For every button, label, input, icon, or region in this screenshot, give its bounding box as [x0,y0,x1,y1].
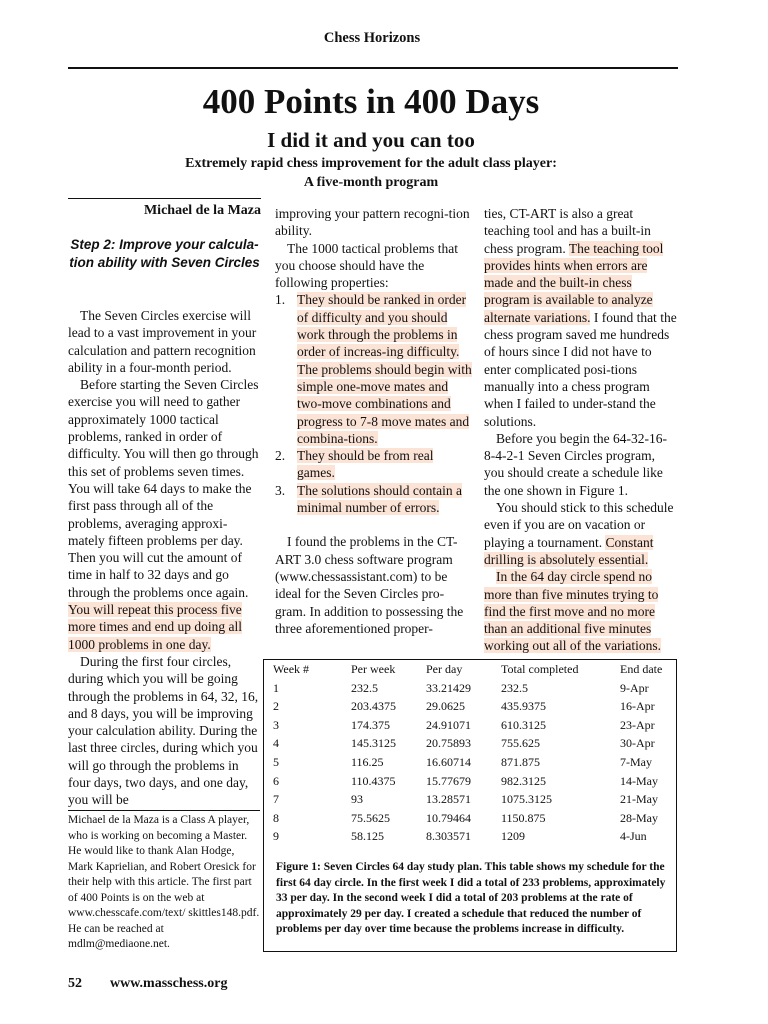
table-cell: 8 [273,810,279,825]
table-header-row [273,662,680,681]
col2-paragraph-3: I found the problems in the CT-ART 3.0 chess software program (www.chessassistant.com) to be ideal for the Seven Circles pro-gram. In addition to possessing the three aforementioned proper- [275,534,464,636]
top-rule [68,67,678,69]
list-number: 2. [275,448,286,464]
table-row [273,755,680,774]
table-cell: 3 [273,717,279,732]
table-cell: 8.303571 [426,829,471,844]
schedule-table-body [273,681,680,848]
col3-paragraph-4 [484,568,678,654]
col3-paragraph-3 [484,499,678,568]
article-deck [68,154,674,192]
figure-caption: Figure 1: Seven Circles 64 day study plan. This table shows my schedule for the first 64 day circle. In the first week I did a total of 233 problems, approximately 33 per day. In the second week I did a total of 203 problems at the rate of approximately 29 per day. I created a schedule that reduced the number of problems per day over time because the problems increase in difficulty. [276,861,666,935]
table-cell: 755.625 [501,736,540,751]
table-cell: 4-Jun [620,829,647,844]
table-cell: 116.25 [351,754,384,769]
table-cell: 20.75893 [426,736,471,751]
table-cell: 93 [351,792,363,807]
table-cell: 145.3125 [351,736,396,751]
table-cell: 10.79464 [426,810,471,825]
col2-paragraph-1: improving your pattern recogni-tion ability. [275,206,470,239]
table-cell: 5 [273,754,279,769]
list-number: 1. [275,292,286,308]
step-heading: Step 2: Improve your calcula-tion ability with Seven Circles [69,237,260,270]
table-cell: 110.4375 [351,773,396,788]
table-cell: 33.21429 [426,680,471,695]
page-footer [68,976,227,992]
table-cell: 75.5625 [351,810,390,825]
table-header-cell: Week # [273,662,310,676]
col1-p2-highlight: You will repeat this process five more times and end up doing all 1000 problems in one day. [68,602,242,652]
page-number: 52 [68,976,82,991]
author-rule [68,198,261,199]
col3-p1-text-c: I found that the chess program saved me hundreds of hours since I did not have to enter complicated posi-tions manually into a chess program when I failed to under-stand the solutions. [484,309,677,429]
table-cell: 14-May [620,773,658,788]
table-row [273,718,680,737]
list-text: They should be from real games. [297,448,434,481]
table-cell: 30-Apr [620,736,655,751]
table-cell: 24.91071 [426,717,471,732]
table-cell: 16.60714 [426,754,471,769]
column-3 [484,205,678,655]
deck-line-2: A five-month program [303,175,439,190]
col3-p4-highlight: In the 64 day circle spend no more than five minutes trying to find the first move and no more than an additional five minutes working out all of the variations. [484,569,661,654]
col1-paragraph-2 [68,376,261,653]
table-row [273,736,680,755]
table-cell: 610.3125 [501,717,546,732]
list-item [275,447,472,482]
table-header-cell: End date [620,662,663,676]
article-title: 400 Points in 400 Days [202,82,540,121]
table-row [273,774,680,793]
article-subtitle: I did it and you can too [267,128,475,152]
table-cell: 1 [273,680,279,695]
list-item [275,482,472,517]
table-cell: 232.5 [351,680,378,695]
author-bio: Michael de la Maza is a Class A player, who is working on becoming a Master. He would like to thank Alan Hodge, Mark Kaprielian, and Robert Oresick for their help with this article. The first part of 400 Points is on the web at www.chesscafe.com/text/ skittles148.pdf. He can be reached at mdlm@mediaone.net. [68,810,260,953]
author-byline: Michael de la Maza [143,203,261,218]
list-text: The solutions should contain a minimal number of errors. [297,482,462,516]
table-cell: 58.125 [351,829,384,844]
table-cell: 6 [273,773,279,788]
table-row [273,699,680,718]
table-cell: 15.77679 [426,773,471,788]
col3-p3-highlight: Constant drilling is absolutely essential. [484,534,654,567]
table-cell: 203.4375 [351,699,396,714]
table-cell: 28-May [620,810,658,825]
table-cell: 871.875 [501,754,540,769]
table-row [273,681,680,700]
table-cell: 13.28571 [426,792,471,807]
table-cell: 1209 [501,829,525,844]
table-row [273,829,680,848]
table-cell: 2 [273,699,279,714]
table-cell: 7 [273,792,279,807]
col1-paragraph-3: During the first four circles, during which you will be going through the problems in 64, 32, 16, and 8 days, you will be improving your calculation ability. During the last three circles, during which you will go through the problems in four days, two days, and one day, you will be [68,653,259,808]
col3-p1-text-a: ties, CT-ART is also a great teaching tool and has a built-in chess program. [484,206,651,256]
col3-p1-highlight: The teaching tool provides hints when errors are made and the built-in chess program is available to analyze alternate variations. [484,240,664,325]
col3-paragraph-1 [484,205,678,430]
column-2 [275,205,472,637]
col1-paragraph-1: The Seven Circles exercise will lead to a vast improvement in your calculation and pattern recognition ability in a four-month period. [68,308,257,375]
schedule-table [273,662,680,848]
table-cell: 1075.3125 [501,792,552,807]
deck-line-1: Extremely rapid chess improvement for the adult class player: [185,156,557,171]
table-cell: 16-Apr [620,699,655,714]
table-cell: 1150.875 [501,810,546,825]
table-cell: 232.5 [501,680,528,695]
table-row [273,792,680,811]
table-cell: 21-May [620,792,658,807]
table-header-cell: Per week [351,662,396,676]
col3-p3-text: You should stick to this schedule even if you are on vacation or playing a tournament. [484,500,674,550]
col2-paragraph-2: The 1000 tactical problems that you choose should have the following properties: [275,240,458,291]
column-1 [68,307,261,809]
properties-list [275,291,472,516]
table-cell: 7-May [620,754,652,769]
running-head: Chess Horizons [323,30,421,46]
table-cell: 174.375 [351,717,390,732]
table-cell: 29.0625 [426,699,465,714]
table-cell: 23-Apr [620,717,655,732]
col1-p2-text: Before starting the Seven Circles exercise you will need to gather approximately 1000 tactical problems, ranked in order of difficulty. You will then go through this set of problems seven times. You will take 64 days to make the first pass through all of the problems, averaging approxi-mately fifteen problems per day. Then you will cut the amount of time in half to 32 days and go through the problems once again. [68,377,259,600]
table-cell: 4 [273,736,279,751]
table-cell: 982.3125 [501,773,546,788]
col3-paragraph-2: Before you begin the 64-32-16-8-4-2-1 Seven Circles program, you should create a schedule like the one shown in Figure 1. [484,430,667,498]
table-cell: 9 [273,829,279,844]
table-cell: 435.9375 [501,699,546,714]
table-row [273,811,680,830]
table-header-cell: Total completed [501,662,579,676]
list-item [275,291,472,447]
list-number: 3. [275,482,286,498]
footer-site: www.masschess.org [110,976,228,991]
table-header-cell: Per day [426,662,463,676]
table-cell: 9-Apr [620,680,649,695]
list-text: They should be ranked in order of difficulty and you should work through the problems in order of increas-ing difficulty. The problems should begin with simple one-move mates and two-move combinations and progress to 7-8 move mates and combina-tions. [297,292,472,446]
